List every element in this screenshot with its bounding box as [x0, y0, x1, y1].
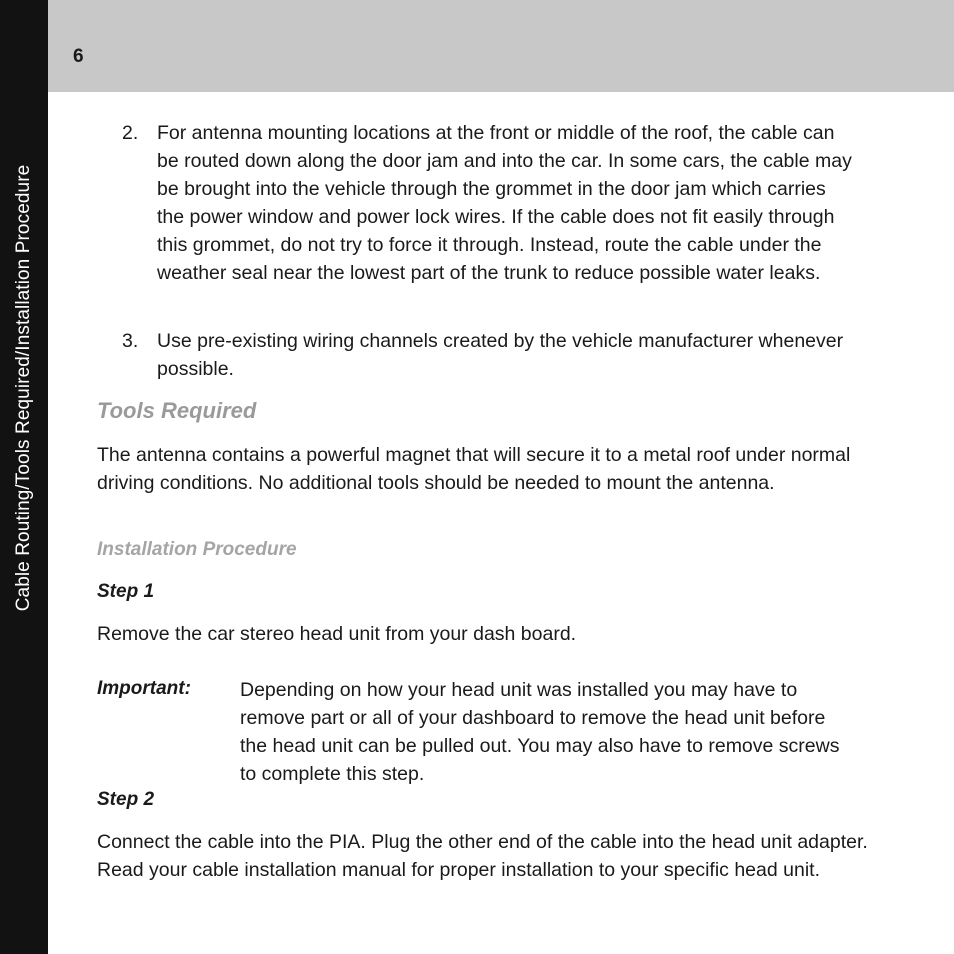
header-band: [48, 0, 954, 92]
list-item-text: For antenna mounting locations at the front or middle of the roof, the cable can be routed down along the door jam and into the car. In some cars, the cable may be brought into the vehicle through the grommet in the door jam which carries the power window and power lock wires. If the cable does not fit easily through this grommet, do not try to force it through. Instead, route the cable under the weather seal near the lowest part of the trunk to reduce possible water leaks.: [157, 122, 852, 284]
important-text: Depending on how your head unit was installed you may have to remove part or all of your dashboard to remove the head unit before the head unit can be pulled out. You may also have to remove screws to complete this step.: [240, 679, 840, 785]
sidebar-section-label: Cable Routing/Tools Required/Installation Procedure: [13, 164, 34, 612]
tools-paragraph: The antenna contains a powerful magnet that will secure it to a metal roof under normal driving conditions. No additional tools should be needed to mount the antenna.: [97, 444, 851, 494]
important-label: Important:: [97, 678, 191, 699]
page-number: 6: [73, 46, 84, 67]
list-item-text: Use pre-existing wiring channels created by the vehicle manufacturer whenever possible.: [157, 330, 844, 380]
step-1-label: Step 1: [97, 581, 155, 602]
sidebar: [0, 0, 48, 954]
step-2-label: Step 2: [97, 789, 155, 810]
tools-required-heading: Tools Required: [97, 398, 257, 423]
list-item-number: 2.: [122, 122, 139, 144]
step-2-text: Connect the cable into the PIA. Plug the other end of the cable into the head unit adapter. Read your cable installation manual for proper installation to your specific head unit.: [97, 831, 868, 881]
list-item-number: 3.: [122, 330, 139, 352]
step-1-text: Remove the car stereo head unit from your dash board.: [97, 623, 577, 645]
installation-procedure-heading: Installation Procedure: [97, 539, 297, 560]
